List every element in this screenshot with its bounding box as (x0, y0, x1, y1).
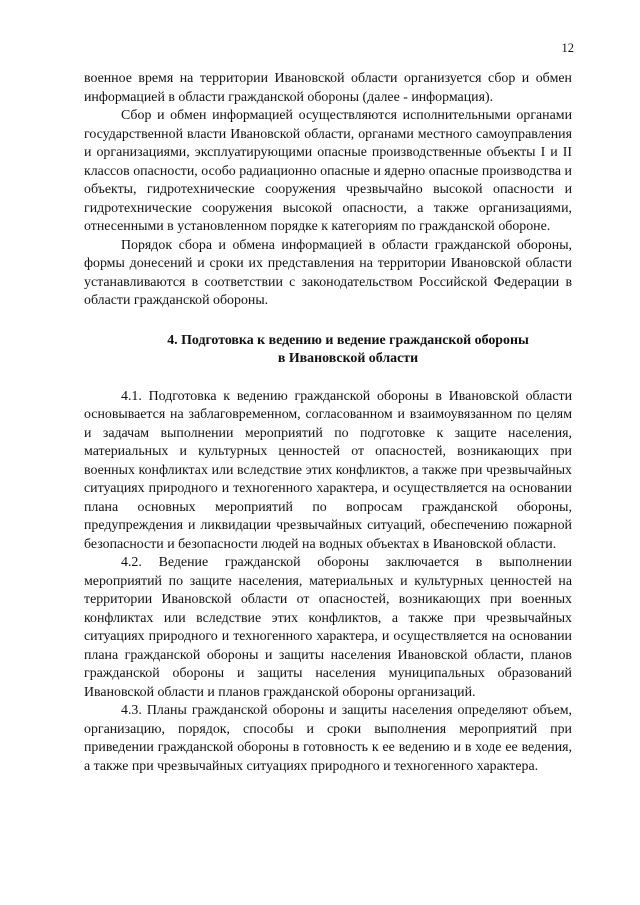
paragraph-4-3: 4.3. Планы гражданской обороны и защиты населения определяют объем, организацию, порядок, способы и сроки выполнения мероприятий при приведении гражданской обороны в готовность к ее ведению и в ходе ее ведения, а также при чрезвычайных ситуациях природного и техногенного характера. (84, 703, 572, 774)
paragraph-info-exchange: Сбор и обмен информацией осуществляются исполнительными органами государственной власти Ивановской области, органами местного самоуправления и организациями, эксплуатирующими опасные производственные объекты I и II классов опасности, особо радиационно опасные и ядерно опасные производства и объекты, гидротехнические сооружения чрезвычайно высокой опасности и гидротехнические сооружения высокой опасности, а также организациями, отнесенными в установленном порядке к категориям по гражданской обороне. (84, 108, 572, 234)
paragraph-info-procedure: Порядок сбора и обмена информацией в области гражданской обороны, формы донесений и сроки их представления на территории Ивановской области устанавливаются в соответствии с законодательством Российской Федерации в области гражданской обороны. (84, 237, 572, 308)
page-number: 12 (561, 41, 574, 55)
section-heading-line-2: в Ивановской области (277, 351, 419, 366)
paragraph-continuation: военное время на территории Ивановской области организуется сбор и обмен информацией в области гражданской обороны (далее - информация). (84, 71, 572, 105)
section-heading-line-1: 4. Подготовка к ведению и ведение гражданской обороны (167, 332, 529, 348)
paragraph-4-1: 4.1. Подготовка к ведению гражданской обороны в Ивановской области основывается на заблаговременном, согласованном и взаимоувязанном по целям и задачам выполнении мероприятий по подготовке к защите населения, материальных и культурных ценностей от опасностей, возникающих при военных конфликтах или вследствие этих конфликтов, а также при чрезвычайных ситуациях природного и техногенного характера, и осуществляется на основании плана основных мероприятий по вопросам гражданской обороны, предупреждения и ликвидации чрезвычайных ситуаций, обеспечению пожарной безопасности и безопасности людей на водных объектах в Ивановской области. (84, 388, 572, 552)
paragraph-4-2: 4.2. Ведение гражданской обороны заключается в выполнении мероприятий по защите населения, материальных и культурных ценностей на территории Ивановской области от опасностей, возникающих при военных конфликтах или вследствие этих конфликтов, а также при чрезвычайных ситуациях природного и техногенного характера, и осуществляется на основании плана гражданской обороны и защиты населения Ивановской области, планов гражданской обороны и защиты населения муниципальных образований Ивановской области и планов гражданской обороны организаций. (84, 555, 572, 700)
document-body (84, 70, 572, 776)
section-heading (84, 332, 572, 369)
